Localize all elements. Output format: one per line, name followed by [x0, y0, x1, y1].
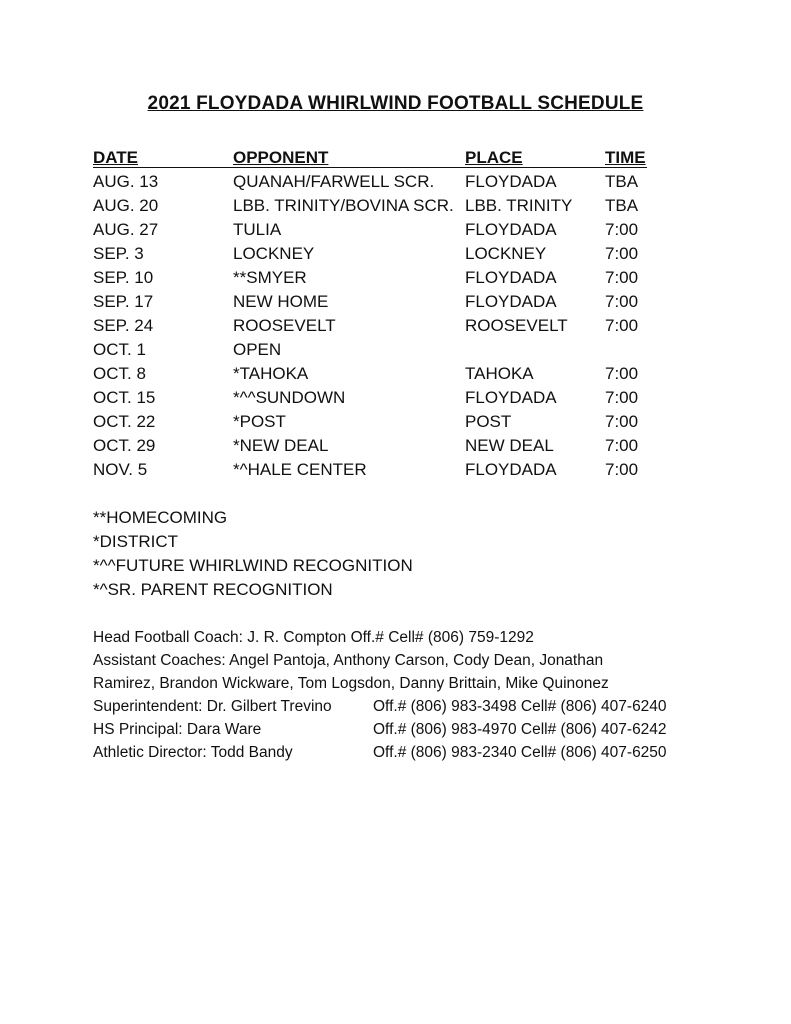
- header-opponent: OPPONENT: [233, 148, 329, 167]
- athletic-director-phone: Off.# (806) 983-2340 Cell# (806) 407-6250: [373, 744, 667, 761]
- game-time: 7:00: [605, 220, 639, 239]
- game-opponent: **SMYER: [233, 268, 307, 287]
- game-opponent: *^HALE CENTER: [233, 460, 367, 479]
- principal-name: HS Principal: Dara Ware: [93, 721, 262, 738]
- game-date: OCT. 8: [93, 364, 146, 383]
- superintendent-line: [93, 695, 713, 718]
- game-opponent: NEW HOME: [233, 292, 329, 311]
- game-place: NEW DEAL: [465, 436, 554, 455]
- game-time: TBA: [605, 196, 639, 215]
- header-place: PLACE: [465, 148, 523, 167]
- game-place: FLOYDADA: [465, 172, 557, 191]
- game-date: AUG. 13: [93, 172, 159, 191]
- game-opponent: *POST: [233, 412, 286, 431]
- principal-phone: Off.# (806) 983-4970 Cell# (806) 407-6242: [373, 721, 667, 738]
- athletic-director-name: Athletic Director: Todd Bandy: [93, 744, 293, 761]
- game-opponent: *^^SUNDOWN: [233, 388, 346, 407]
- game-time: 7:00: [605, 436, 639, 455]
- principal-line: [93, 718, 713, 741]
- game-date: SEP. 3: [93, 244, 144, 263]
- game-date: OCT. 29: [93, 436, 156, 455]
- game-opponent: *TAHOKA: [233, 364, 309, 383]
- header-time: TIME: [605, 148, 646, 167]
- superintendent-phone: Off.# (806) 983-3498 Cell# (806) 407-6240: [373, 698, 667, 715]
- game-date: NOV. 5: [93, 460, 148, 479]
- game-opponent: TULIA: [233, 220, 282, 239]
- game-opponent: LOCKNEY: [233, 244, 315, 263]
- header-date: DATE: [93, 148, 139, 167]
- game-place: FLOYDADA: [465, 388, 557, 407]
- staff-contacts: [93, 626, 713, 764]
- header-rule: [93, 167, 647, 168]
- game-time: 7:00: [605, 244, 639, 263]
- game-opponent: QUANAH/FARWELL SCR.: [233, 172, 435, 191]
- game-opponent: ROOSEVELT: [233, 316, 336, 335]
- game-opponent: LBB. TRINITY/BOVINA SCR.: [233, 196, 454, 215]
- legend-item-district: *DISTRICT: [93, 532, 178, 551]
- game-time: 7:00: [605, 292, 639, 311]
- game-time: 7:00: [605, 388, 639, 407]
- game-time: TBA: [605, 172, 639, 191]
- game-date: OCT. 22: [93, 412, 156, 431]
- legend: [93, 506, 413, 602]
- game-place: FLOYDADA: [465, 220, 557, 239]
- superintendent-name: Superintendent: Dr. Gilbert Trevino: [93, 698, 332, 715]
- game-date: OCT. 15: [93, 388, 156, 407]
- athletic-director-line: [93, 741, 713, 764]
- game-time: 7:00: [605, 316, 639, 335]
- game-place: FLOYDADA: [465, 292, 557, 311]
- assistants-line-2: [93, 672, 713, 695]
- head-coach-text: Head Football Coach: J. R. Compton Off.# Cell# (806) 759-1292: [93, 629, 534, 646]
- game-date: OCT. 1: [93, 340, 146, 359]
- game-date: AUG. 27: [93, 220, 159, 239]
- game-place: ROOSEVELT: [465, 316, 568, 335]
- page-title: 2021 FLOYDADA WHIRLWIND FOOTBALL SCHEDULE: [147, 93, 644, 114]
- game-place: LOCKNEY: [465, 244, 547, 263]
- game-date: SEP. 17: [93, 292, 154, 311]
- game-time: 7:00: [605, 460, 639, 479]
- game-time: 7:00: [605, 412, 639, 431]
- game-date: AUG. 20: [93, 196, 159, 215]
- assistants-text-1: Assistant Coaches: Angel Pantoja, Anthony Carson, Cody Dean, Jonathan: [93, 652, 604, 669]
- game-opponent: OPEN: [233, 340, 282, 359]
- legend-item-parent-recognition: *^SR. PARENT RECOGNITION: [93, 580, 333, 599]
- game-time: 7:00: [605, 364, 639, 383]
- game-time: 7:00: [605, 268, 639, 287]
- game-opponent: *NEW DEAL: [233, 436, 329, 455]
- assistants-text-2: Ramirez, Brandon Wickware, Tom Logsdon, Danny Brittain, Mike Quinonez: [93, 675, 609, 692]
- game-place: TAHOKA: [465, 364, 534, 383]
- game-place: FLOYDADA: [465, 460, 557, 479]
- legend-item-future-recognition: *^^FUTURE WHIRLWIND RECOGNITION: [93, 556, 413, 575]
- legend-item-homecoming: **HOMECOMING: [93, 508, 228, 527]
- game-place: POST: [465, 412, 512, 431]
- assistants-line-1: [93, 649, 713, 672]
- head-coach-line: [93, 626, 713, 649]
- game-date: SEP. 24: [93, 316, 154, 335]
- game-date: SEP. 10: [93, 268, 154, 287]
- game-place: FLOYDADA: [465, 268, 557, 287]
- game-place: LBB. TRINITY: [465, 196, 573, 215]
